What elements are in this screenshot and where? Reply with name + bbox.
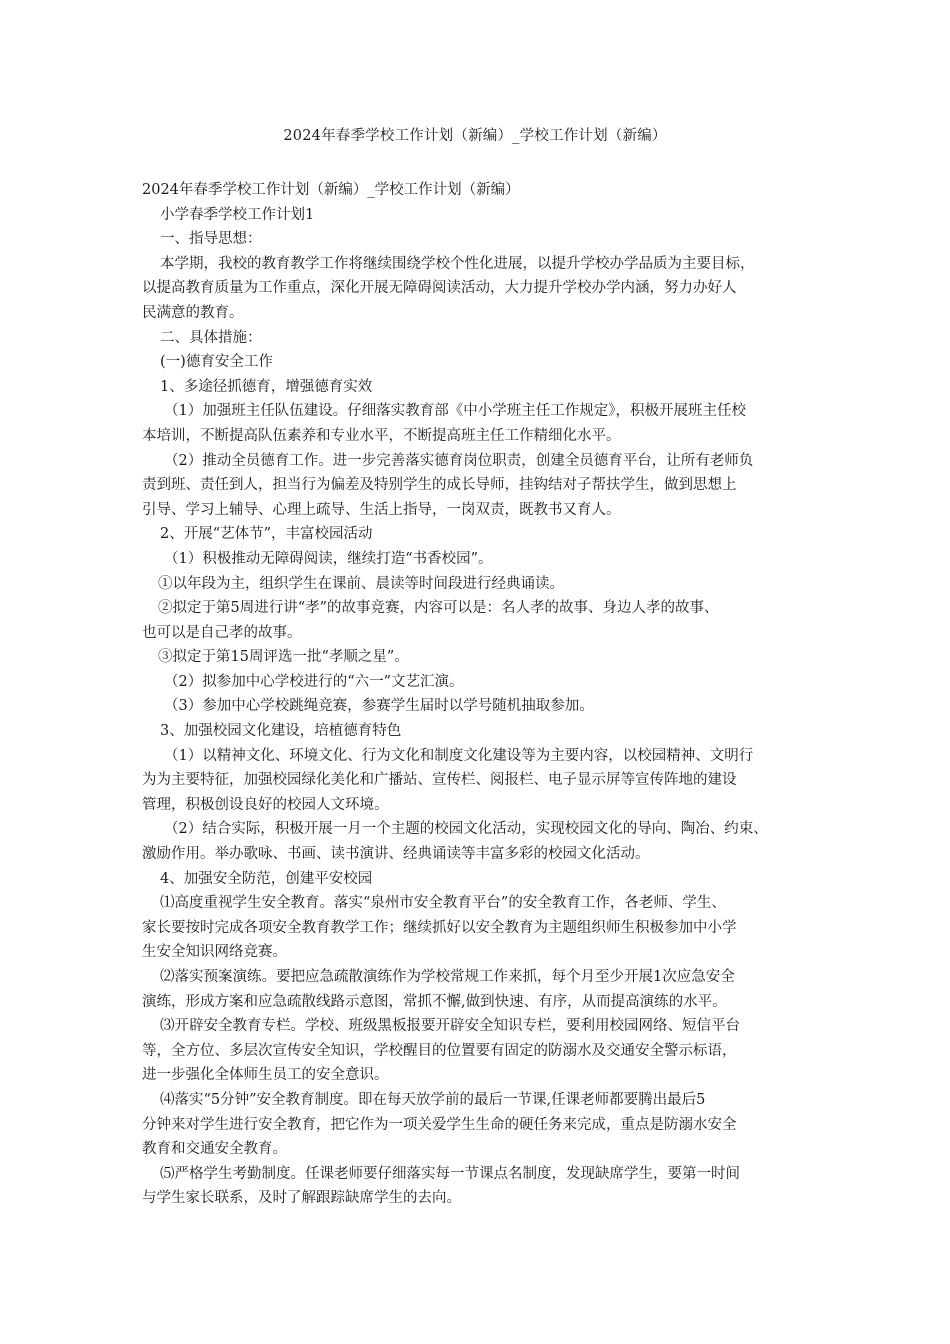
paragraph-line: 本培训，不断提高队伍素养和专业水平，不断提高班主任工作精细化水平。 <box>142 427 621 444</box>
paragraph-line: ①以年段为主，组织学生在课前、晨读等时间段进行经典诵读。 <box>158 575 564 592</box>
paragraph-line: 与学生家长联系，及时了解跟踪缺席学生的去向。 <box>142 1190 461 1207</box>
paragraph-line: （1）积极推动无障碍阅读，继续打造“书香校园”。 <box>164 550 493 567</box>
paragraph-line: ⑴高度重视学生安全教育。落实“泉州市安全教育平台”的安全教育工作，各老师、学生、 <box>160 895 726 912</box>
paragraph-line: 进一步强化全体师生员工的安全意识。 <box>142 1067 389 1084</box>
paragraph-line: （1）以精神文化、环境文化、行为文化和制度文化建设等为主要内容，以校园精神、文明行 <box>164 747 754 764</box>
paragraph-line: ⑸严格学生考勤制度。任课老师要仔细落实每一节课点名制度，发现缺席学生，要第一时间 <box>160 1165 740 1182</box>
paragraph-line: 引导、学习上辅导、心理上疏导、生活上指导，一岗双责，既教书又育人。 <box>142 501 621 518</box>
section-heading: 1、多途径抓德育，增强德育实效 <box>160 378 373 395</box>
paragraph-line: 小学春季学校工作计划1 <box>160 206 315 223</box>
paragraph-line: 家长要按时完成各项安全教育教学工作；继续抓好以安全教育为主题组织师生积极参加中小学 <box>142 919 737 936</box>
paragraph-line: （2）推动全员德育工作。进一步完善落实德育岗位职责，创建全员德育平台，让所有老师负 <box>164 452 754 469</box>
paragraph-line: 责到班、责任到人，担当行为偏差及特别学生的成长导师，挂钩结对子帮扶学生，做到思想上 <box>142 477 737 494</box>
paragraph-line: 为为主要特征，加强校园绿化美化和广播站、宣传栏、阅报栏、电子显示屏等宣传阵地的建设 <box>142 772 737 789</box>
paragraph-line: 教育和交通安全教育。 <box>142 1141 287 1158</box>
paragraph-line: 演练，形成方案和应急疏散线路示意图，常抓不懈,做到快速、有序，从而提高演练的水平。 <box>142 993 727 1010</box>
paragraph-line: 也可以是自己孝的故事。 <box>142 624 302 641</box>
paragraph-line: 管理，积极创设良好的校园人文环境。 <box>142 796 389 813</box>
paragraph-line: 民满意的教育。 <box>142 304 244 321</box>
section-heading: 3、加强校园文化建设，培植德育特色 <box>160 723 402 740</box>
section-heading: 2、开展“艺体节”，丰富校园活动 <box>160 526 373 543</box>
paragraph-line: ③拟定于第15周评选一批“孝顺之星”。 <box>158 649 409 666</box>
paragraph-line: （1）加强班主任队伍建设。仔细落实教育部《中小学班主任工作规定》，积极开展班主任校 <box>164 403 746 420</box>
paragraph-line: （3）参加中心学校跳绳竞赛，参赛学生届时以学号随机抽取参加。 <box>164 698 594 715</box>
paragraph-line: 激励作用。举办歌咏、书画、读书演讲、经典诵读等丰富多彩的校园文化活动。 <box>142 846 650 863</box>
paragraph-line: ⑷落实“5分钟”安全教育制度。即在每天放学前的最后一节课,任课老师都要腾出最后5 <box>160 1091 706 1108</box>
paragraph-line: （2）拟参加中心学校进行的“六一”文艺汇演。 <box>164 673 464 690</box>
paragraph-line: ②拟定于第5周进行讲“孝”的故事竞赛，内容可以是：名人孝的故事、身边人孝的故事、 <box>158 600 719 617</box>
paragraph-line: （2）结合实际，积极开展一月一个主题的校园文化活动，实现校园文化的导向、陶冶、约束、 <box>164 821 768 838</box>
subtitle-line: 2024年春季学校工作计划（新编）_学校工作计划（新编） <box>142 182 520 198</box>
paragraph-line: 等，全方位、多层次宣传安全知识，学校醒目的位置要有固定的防溺水及交通安全警示标语， <box>142 1042 737 1059</box>
section-heading: 一、指导思想： <box>160 231 262 248</box>
section-heading: (一)德育安全工作 <box>160 354 273 371</box>
paragraph-line: ⑵落实预案演练。要把应急疏散演练作为学校常规工作来抓，每个月至少开展1次应急安全 <box>160 969 735 985</box>
paragraph-line: 以提高教育质量为工作重点，深化开展无障碍阅读活动，大力提升学校办学内涵，努力办好人 <box>142 280 737 297</box>
paragraph-line: 分钟来对学生进行安全教育，把它作为一项关爱学生生命的硬任务来完成，重点是防溺水安全 <box>142 1116 737 1133</box>
paragraph-line: ⑶开辟安全教育专栏。学校、班级黑板报要开辟安全知识专栏，要利用校园网络、短信平台 <box>160 1018 740 1035</box>
document-body <box>142 178 814 1211</box>
section-heading: 4、加强安全防范，创建平安校园 <box>160 870 373 887</box>
section-heading: 二、具体措施： <box>160 329 262 346</box>
paragraph-line: 本学期，我校的教育教学工作将继续围绕学校个性化进展，以提升学校办学品质为主要目标， <box>160 255 755 272</box>
paragraph-line: 生安全知识网络竞赛。 <box>142 944 287 961</box>
document-title: 2024年春季学校工作计划（新编）_学校工作计划（新编） <box>283 128 667 144</box>
